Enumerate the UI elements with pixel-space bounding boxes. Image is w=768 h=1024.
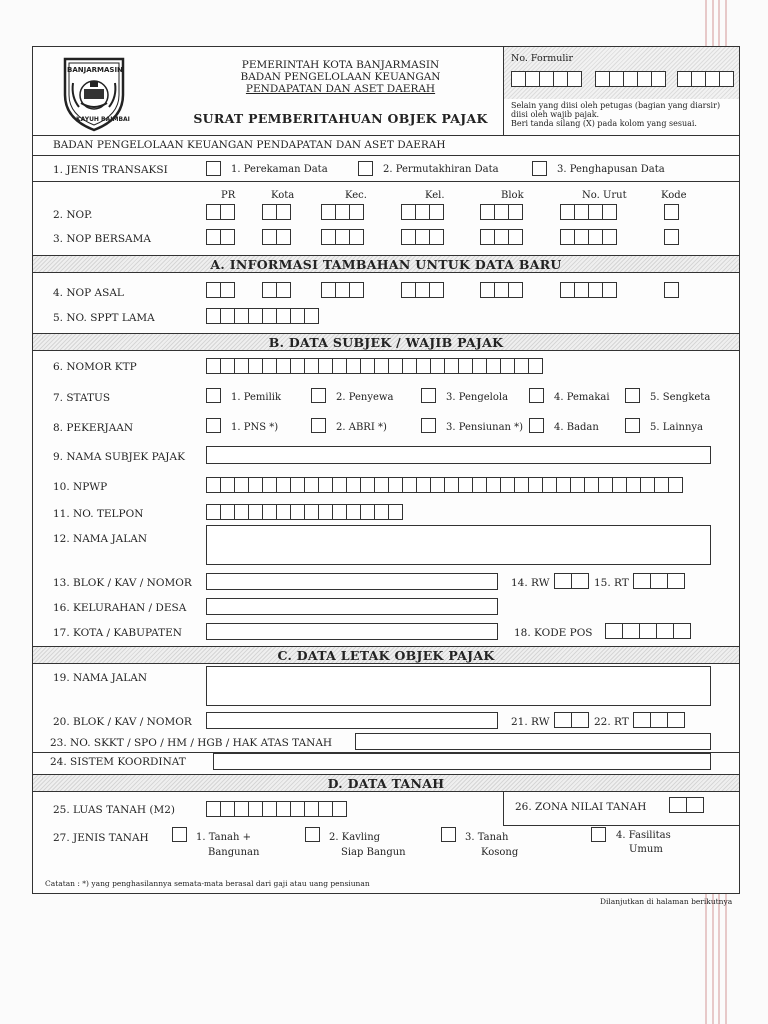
pekerjaan-option-2: 2. ABRI *) [336, 422, 387, 433]
nop-asal-no-urut-boxes[interactable] [560, 282, 617, 298]
jenis-transaksi-checkbox-3[interactable] [532, 161, 547, 176]
status-option-5: 5. Sengketa [650, 392, 711, 403]
header-line-2: BADAN PENGELOLAAN KEUANGAN [240, 71, 441, 83]
nama-jalan-c-label: 19. NAMA JALAN [53, 672, 148, 684]
rt-c-boxes[interactable] [633, 712, 685, 728]
pekerjaan-label: 8. PEKERJAAN [53, 422, 134, 434]
pekerjaan-checkbox-5[interactable] [625, 418, 640, 433]
rw-b-label: 14. RW [511, 577, 550, 589]
nop-bersama-kel-boxes[interactable] [401, 229, 444, 245]
section-a-title: A. INFORMASI TAMBAHAN UNTUK DATA BARU [210, 257, 562, 272]
status-checkbox-2[interactable] [311, 388, 326, 403]
nop-header-kode: Kode [661, 190, 687, 201]
sistem-koordinat-input[interactable] [213, 753, 711, 770]
kota-label: 17. KOTA / KABUPATEN [53, 627, 182, 639]
logo-bottom-text: KAYUH BAIMBAI [76, 116, 130, 123]
nop-bersama-kode-box[interactable] [664, 229, 679, 245]
header-note-3: Beri tanda silang (X) pada kolom yang sesuai. [511, 119, 697, 128]
nop-label: 2. NOP. [53, 209, 93, 221]
pekerjaan-checkbox-3[interactable] [421, 418, 436, 433]
status-label: 7. STATUS [53, 392, 111, 404]
nop-no-urut-boxes[interactable] [560, 204, 617, 220]
nomor-ktp-label: 6. NOMOR KTP [53, 361, 137, 373]
spop-form [32, 46, 740, 894]
nop-asal-kota-boxes[interactable] [262, 282, 291, 298]
nop-header-kel: Kel. [425, 190, 445, 201]
kode-pos-boxes[interactable] [605, 623, 691, 639]
nama-jalan-b-input[interactable] [206, 525, 711, 565]
rt-c-label: 22. RT [594, 716, 629, 728]
blok-c-label: 20. BLOK / KAV / NOMOR [53, 716, 192, 728]
nop-header-kota: Kota [271, 190, 295, 201]
no-formulir-boxes-2[interactable] [595, 71, 666, 87]
pekerjaan-option-5: 5. Lainnya [650, 422, 704, 433]
jenis-tanah-checkbox-3[interactable] [441, 827, 456, 842]
nop-asal-label: 4. NOP ASAL [53, 287, 124, 299]
nop-bersama-blok-boxes[interactable] [480, 229, 523, 245]
kelurahan-label: 16. KELURAHAN / DESA [53, 602, 187, 614]
header-note-2: diisi oleh wajib pajak. [511, 110, 600, 119]
status-option-4: 4. Pemakai [554, 392, 610, 403]
header-line-3: PENDAPATAN DAN ASET DAERAH [245, 83, 436, 95]
nop-blok-boxes[interactable] [480, 204, 523, 220]
pekerjaan-checkbox-2[interactable] [311, 418, 326, 433]
divider [33, 181, 739, 182]
jenis-tanah-option-3: 3. Tanah [465, 832, 509, 843]
jenis-tanah-checkbox-1[interactable] [172, 827, 187, 842]
nama-jalan-c-input[interactable] [206, 666, 711, 706]
npwp-label: 10. NPWP [53, 481, 108, 493]
kota-input[interactable] [206, 623, 498, 640]
blok-c-input[interactable] [206, 712, 498, 729]
blok-b-label: 13. BLOK / KAV / NOMOR [53, 577, 192, 589]
nama-subjek-input[interactable] [206, 446, 711, 464]
nop-asal-kode-box[interactable] [664, 282, 679, 298]
pekerjaan-option-1: 1. PNS *) [231, 422, 279, 433]
rw-c-boxes[interactable] [554, 712, 589, 728]
sistem-koordinat-label: 24. SISTEM KOORDINAT [50, 756, 186, 768]
page-title: SURAT PEMBERITAHUAN OBJEK PAJAK [193, 111, 488, 126]
status-checkbox-3[interactable] [421, 388, 436, 403]
jenis-tanah-option-4: 4. Fasilitas [616, 830, 671, 841]
agency-name: BADAN PENGELOLAAN KEUANGAN PENDAPATAN DAN ASET DAERAH [53, 139, 446, 151]
header-line-1: PEMERINTAH KOTA BANJARMASIN [241, 59, 440, 71]
luas-tanah-label: 25. LUAS TANAH (M2) [53, 804, 175, 816]
jenis-tanah-option-4-line2: Umum [629, 844, 663, 855]
pekerjaan-checkbox-1[interactable] [206, 418, 221, 433]
nop-asal-pr-boxes[interactable] [206, 282, 235, 298]
no-telpon-label: 11. NO. TELPON [53, 508, 144, 520]
section-d-header [33, 774, 739, 792]
nop-kel-boxes[interactable] [401, 204, 444, 220]
rw-b-boxes[interactable] [554, 573, 589, 589]
no-telpon-boxes[interactable] [206, 504, 403, 520]
jenis-tanah-checkbox-4[interactable] [591, 827, 606, 842]
nama-jalan-b-label: 12. NAMA JALAN [53, 533, 148, 545]
nop-header-blok: Blok [501, 190, 524, 201]
section-b-title: B. DATA SUBJEK / WAJIB PAJAK [268, 335, 504, 350]
status-option-3: 3. Pengelola [446, 392, 509, 403]
blok-b-input[interactable] [206, 573, 498, 590]
continued-note: Dilanjutkan di halaman berikutnya [600, 897, 733, 906]
status-checkbox-4[interactable] [529, 388, 544, 403]
nop-bersama-no-urut-boxes[interactable] [560, 229, 617, 245]
nop-asal-kel-boxes[interactable] [401, 282, 444, 298]
jenis-tanah-option-2-line2: Siap Bangun [341, 847, 406, 858]
section-a-header [33, 255, 739, 273]
nop-kota-boxes[interactable] [262, 204, 291, 220]
pekerjaan-checkbox-4[interactable] [529, 418, 544, 433]
catatan-note: Catatan : *) yang penghasilannya semata-mata berasal dari gaji atau uang pensiunan [45, 879, 370, 888]
status-option-1: 1. Pemilik [231, 392, 282, 403]
jenis-transaksi-checkbox-2[interactable] [358, 161, 373, 176]
divider [33, 155, 739, 156]
zona-nilai-boxes[interactable] [669, 797, 704, 813]
status-option-2: 2. Penyewa [336, 392, 394, 403]
no-sppt-lama-label: 5. NO. SPPT LAMA [53, 312, 155, 324]
luas-tanah-boxes[interactable] [206, 801, 347, 817]
pekerjaan-option-3: 3. Pensiunan *) [446, 422, 524, 433]
jenis-tanah-option-1: 1. Tanah + [196, 832, 251, 843]
jenis-transaksi-option-3: 3. Penghapusan Data [557, 164, 665, 175]
no-formulir-boxes-3[interactable] [677, 71, 734, 87]
no-formulir-label: No. Formulir [511, 53, 573, 64]
jenis-tanah-checkbox-2[interactable] [305, 827, 320, 842]
kode-pos-label: 18. KODE POS [514, 627, 593, 639]
nop-kode-box[interactable] [664, 204, 679, 220]
jenis-tanah-option-3-line2: Kosong [481, 847, 519, 858]
section-d-title: D. DATA TANAH [327, 776, 445, 791]
section-b-header [33, 333, 739, 351]
section-c-title: C. DATA LETAK OBJEK PAJAK [277, 648, 495, 663]
nomor-ktp-boxes[interactable] [206, 358, 543, 374]
jenis-transaksi-checkbox-1[interactable] [206, 161, 221, 176]
nop-bersama-kec-boxes[interactable] [321, 229, 364, 245]
status-checkbox-5[interactable] [625, 388, 640, 403]
no-skkt-label: 23. NO. SKKT / SPO / HM / HGB / HAK ATAS TANAH [50, 737, 333, 749]
kelurahan-input[interactable] [206, 598, 498, 615]
logo-top-text: BANJARMASIN [67, 66, 123, 74]
nop-bersama-pr-boxes[interactable] [206, 229, 235, 245]
jenis-transaksi-option-1: 1. Perekaman Data [231, 164, 328, 175]
divider [33, 135, 739, 136]
rt-b-label: 15. RT [594, 577, 629, 589]
rt-b-boxes[interactable] [633, 573, 685, 589]
no-formulir-boxes-1[interactable] [511, 71, 582, 87]
nop-bersama-label: 3. NOP BERSAMA [53, 233, 151, 245]
npwp-boxes[interactable] [206, 477, 683, 493]
pekerjaan-option-4: 4. Badan [554, 422, 599, 433]
jenis-transaksi-label: 1. JENIS TRANSAKSI [53, 164, 168, 176]
jenis-tanah-label: 27. JENIS TANAH [53, 832, 149, 844]
nop-asal-blok-boxes[interactable] [480, 282, 523, 298]
nama-subjek-label: 9. NAMA SUBJEK PAJAK [53, 451, 185, 463]
jenis-transaksi-option-2: 2. Permutakhiran Data [383, 164, 499, 175]
nop-kec-boxes[interactable] [321, 204, 364, 220]
jenis-tanah-option-2: 2. Kavling [329, 832, 381, 843]
nop-pr-boxes[interactable] [206, 204, 235, 220]
section-c-header [33, 646, 739, 664]
no-sppt-lama-boxes[interactable] [206, 308, 319, 324]
banjarmasin-logo [59, 53, 129, 137]
zona-nilai-label: 26. ZONA NILAI TANAH [515, 801, 647, 813]
rw-c-label: 21. RW [511, 716, 550, 728]
no-skkt-input[interactable] [355, 733, 711, 750]
nop-bersama-kota-boxes[interactable] [262, 229, 291, 245]
nop-header-kec: Kec. [345, 190, 367, 201]
nop-asal-kec-boxes[interactable] [321, 282, 364, 298]
nop-header-pr: PR [221, 190, 236, 201]
nop-header-no-urut: No. Urut [582, 190, 627, 201]
status-checkbox-1[interactable] [206, 388, 221, 403]
header-note-1: Selain yang diisi oleh petugas (bagian yang diarsir) [511, 101, 721, 110]
jenis-tanah-option-1-line2: Bangunan [208, 847, 260, 858]
